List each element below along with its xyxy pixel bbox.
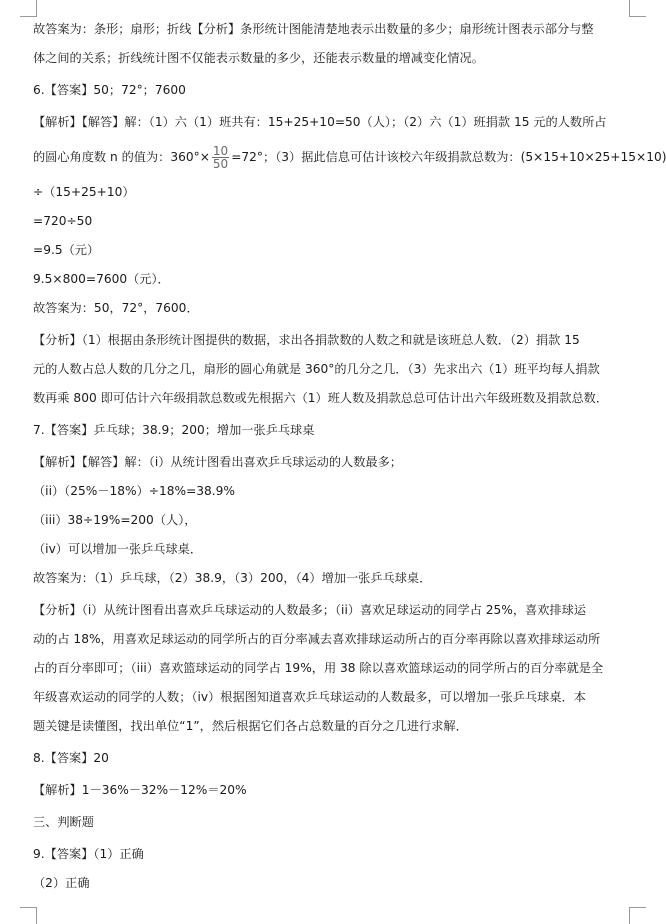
text-line: 元的人数占总人数的几分之几，扇形的圆心角就是 360°的几分之几．（3）先求出六（1）班平均每人捐款 xyxy=(33,362,600,376)
answer-9: 9.【答案】（1）正确 xyxy=(33,847,144,861)
text-line: =720÷50 xyxy=(33,214,93,228)
document-body xyxy=(33,20,666,892)
text-segment: 的圆心角度数 n 的值为：360°× xyxy=(33,150,210,164)
text-line: 【分析】（i）从统计图看出喜欢乒乓球运动的人数最多；（ii）喜欢足球运动的同学占 25%，喜欢排球运 xyxy=(33,603,586,617)
text-line: 9.5×800=7600（元）． xyxy=(33,272,170,286)
text-line: 占的百分率即可；（iii）喜欢篮球运动的同学占 19%，用 38 除以喜欢篮球运动的同学所占的百分率就是全 xyxy=(33,661,604,675)
text-line: 故答案为：（1）乒乓球，（2）38.9，（3）200，（4）增加一张乒乓球桌． xyxy=(33,571,432,585)
fraction-numerator: 10 xyxy=(212,144,229,158)
fraction xyxy=(212,145,229,170)
fraction-denominator: 50 xyxy=(212,157,229,171)
text-line: ÷（15+25+10） xyxy=(33,185,135,199)
text-line: 【解析】【解答】解：（1）六（1）班共有：15+25+10=50（人）；（2）六（1）班捐款 15 元的人数所占 xyxy=(33,115,607,129)
text-line: （2）正确 xyxy=(33,876,90,890)
text-line-with-fraction xyxy=(33,142,666,172)
text-line: =9.5（元） xyxy=(33,243,100,257)
answer-7: 7.【答案】乒乓球；38.9；200；增加一张乒乓球桌 xyxy=(33,423,315,437)
crop-mark-top-right xyxy=(629,0,646,17)
crop-mark-bottom-left xyxy=(20,907,37,924)
text-line: 【解析】1－36%－32%－12%＝20% xyxy=(33,783,247,797)
text-line: （iv）可以增加一张乒乓球桌． xyxy=(33,542,203,556)
text-line: 体之间的关系；折线统计图不仅能表示数量的多少，还能表示数量的增减变化情况。 xyxy=(33,51,484,65)
text-line: 年级喜欢运动的同学的人数；（iv）根据图知道喜欢乒乓球运动的人数最多，可以增加一张乒乓球桌．本 xyxy=(33,690,586,704)
text-line: 题关键是读懂图，找出单位“1”，然后根据它们各占总数量的百分之几进行求解． xyxy=(33,719,468,733)
answer-8: 8.【答案】20 xyxy=(33,751,109,765)
text-line: 故答案为：条形；扇形；折线【分析】条形统计图能清楚地表示出数量的多少；扇形统计图表示部分与整 xyxy=(33,22,594,36)
crop-mark-bottom-right xyxy=(629,907,646,924)
text-line: （ii）（25%－18%）÷18%=38.9% xyxy=(33,484,236,498)
crop-mark-top-left xyxy=(20,0,37,17)
text-line: 故答案为：50，72°，7600． xyxy=(33,301,199,315)
text-line: 动的占 18%，用喜欢足球运动的同学所占的百分率减去喜欢排球运动所占的百分率再除以喜欢排球运动所 xyxy=(33,632,601,646)
text-line: 【分析】（1）根据由条形统计图提供的数据，求出各捐款数的人数之和就是该班总人数．（2）捐款 15 xyxy=(33,333,580,347)
text-line: 数再乘 800 即可估计六年级捐款总数或先根据六（1）班人数及捐款总总可估计出六年级班数及捐款总数． xyxy=(33,391,609,405)
text-line: 【解析】【解答】解：（i）从统计图看出喜欢乒乓球运动的人数最多； xyxy=(33,455,402,469)
text-line: （iii）38÷19%=200（人）， xyxy=(33,513,197,527)
section-heading: 三、判断题 xyxy=(33,815,94,829)
text-segment: =72°；（3）据此信息可估计该校六年级捐款总数为：(5×15+10×25+15×10) xyxy=(231,150,666,164)
answer-6: 6.【答案】50；72°；7600 xyxy=(33,83,186,97)
